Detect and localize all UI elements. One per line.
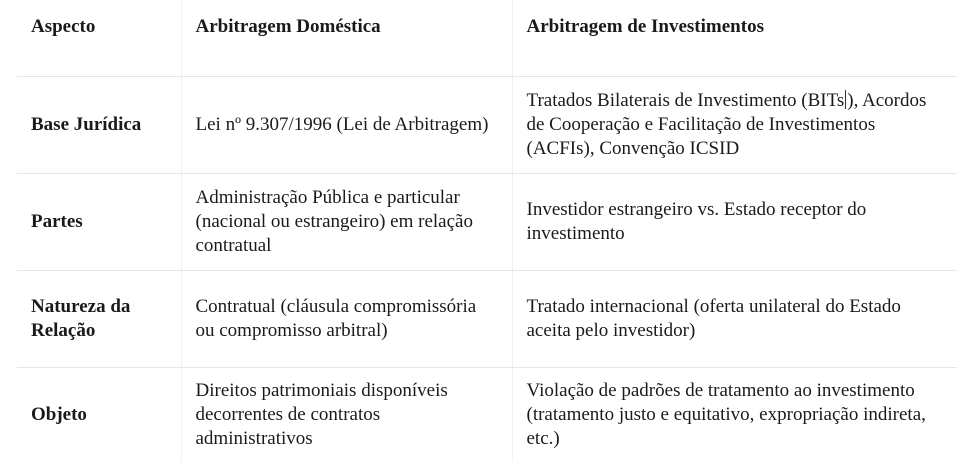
cell-aspect: Objeto: [17, 367, 181, 462]
cell-investment: Tratado internacional (oferta unilateral do Estado aceita pelo investidor): [512, 270, 957, 367]
cell-investment-text-before-caret: Tratados Bilaterais de Investimento (BITs: [526, 89, 845, 111]
header-investment: Arbitragem de Investimentos: [512, 0, 957, 76]
table-row: [17, 367, 957, 462]
table-row: [17, 270, 957, 367]
comparison-table: [17, 0, 957, 462]
cell-investment[interactable]: [512, 76, 957, 173]
header-row: [17, 0, 957, 76]
cell-aspect: Natureza da Relação: [17, 270, 181, 367]
cell-domestic: Administração Pública e particular (nacional ou estrangeiro) em relação contratual: [181, 173, 512, 270]
cell-investment: Investidor estrangeiro vs. Estado receptor do investimento: [512, 173, 957, 270]
cell-investment: Violação de padrões de tratamento ao investimento (tratamento justo e equitativo, expropriação indireta, etc.): [526, 379, 926, 449]
cell-aspect: Partes: [17, 173, 181, 270]
header-aspect: Aspecto: [17, 0, 181, 76]
table-body: [17, 76, 957, 462]
table-row: [17, 173, 957, 270]
cell-aspect: Base Jurídica: [17, 76, 181, 173]
table-row: [17, 76, 957, 173]
header-domestic: Arbitragem Doméstica: [181, 0, 512, 76]
cell-domestic: Contratual (cláusula compromissória ou compromisso arbitral): [181, 270, 512, 367]
cell-domestic: Direitos patrimoniais disponíveis decorrentes de contratos administrativos: [181, 367, 512, 462]
cell-investment-text-after-caret: ), Acordos de Cooperação e Facilitação de Investimentos (ACFIs), Convenção ICSID: [526, 89, 927, 159]
table-header: [17, 0, 957, 76]
comparison-table-container: [17, 0, 957, 462]
cell-domestic: Lei nº 9.307/1996 (Lei de Arbitragem): [181, 76, 512, 173]
